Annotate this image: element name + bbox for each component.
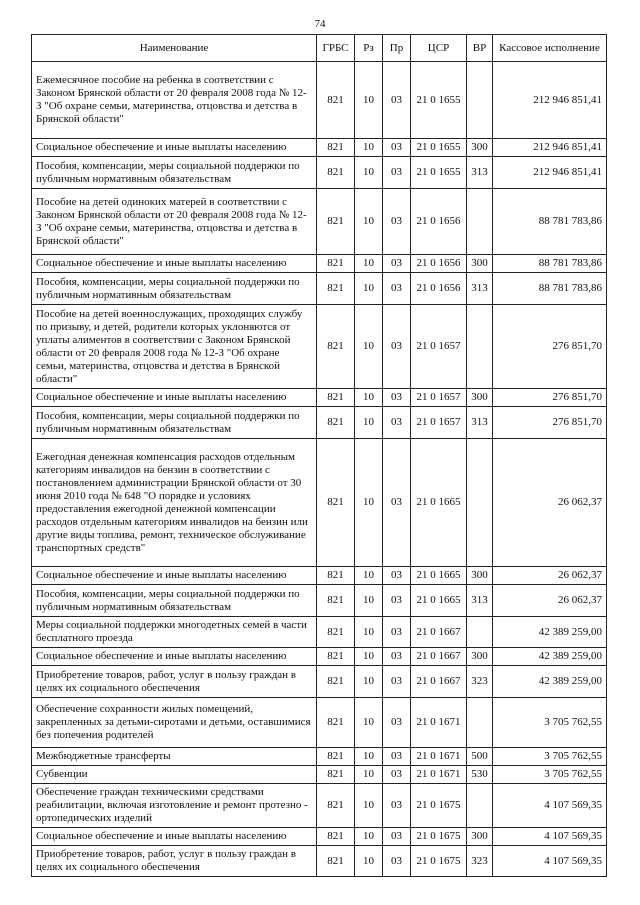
row-vr [467, 62, 493, 139]
table-row [32, 305, 607, 389]
row-pr: 03 [383, 157, 411, 189]
row-pr: 03 [383, 585, 411, 617]
row-pr: 03 [383, 567, 411, 585]
row-csr: 21 0 1656 [411, 189, 467, 255]
row-amount: 3 705 762,55 [493, 748, 607, 766]
row-csr: 21 0 1657 [411, 389, 467, 407]
row-rz: 10 [355, 648, 383, 666]
row-pr: 03 [383, 273, 411, 305]
row-rz: 10 [355, 407, 383, 439]
row-pr: 03 [383, 389, 411, 407]
row-pr: 03 [383, 748, 411, 766]
table-row [32, 784, 607, 828]
row-name: Социальное обеспечение и иные выплаты населению [32, 567, 317, 585]
row-grbs: 821 [317, 784, 355, 828]
row-amount: 26 062,37 [493, 439, 607, 567]
row-grbs: 821 [317, 273, 355, 305]
row-rz: 10 [355, 189, 383, 255]
row-grbs: 821 [317, 748, 355, 766]
row-grbs: 821 [317, 567, 355, 585]
row-rz: 10 [355, 305, 383, 389]
table-row [32, 567, 607, 585]
row-name: Ежемесячное пособие на ребенка в соответствии с Законом Брянской области от 20 февраля 2008 года № 12-З "Об охране семьи, материнства, отцовства и детства в Брянской области" [32, 62, 317, 139]
row-amount: 26 062,37 [493, 585, 607, 617]
table-body [32, 62, 607, 877]
header-amount: Кассовое исполнение [493, 35, 607, 62]
row-vr: 300 [467, 567, 493, 585]
row-csr: 21 0 1667 [411, 617, 467, 648]
row-grbs: 821 [317, 666, 355, 698]
row-rz: 10 [355, 698, 383, 748]
row-rz: 10 [355, 139, 383, 157]
row-grbs: 821 [317, 157, 355, 189]
row-grbs: 821 [317, 698, 355, 748]
row-vr: 300 [467, 139, 493, 157]
row-amount: 88 781 783,86 [493, 189, 607, 255]
row-vr [467, 784, 493, 828]
row-csr: 21 0 1675 [411, 784, 467, 828]
row-vr [467, 439, 493, 567]
row-vr: 300 [467, 648, 493, 666]
row-amount: 26 062,37 [493, 567, 607, 585]
row-csr: 21 0 1657 [411, 305, 467, 389]
row-grbs: 821 [317, 62, 355, 139]
table-row [32, 766, 607, 784]
row-vr [467, 617, 493, 648]
row-pr: 03 [383, 766, 411, 784]
row-pr: 03 [383, 305, 411, 389]
row-pr: 03 [383, 846, 411, 877]
row-pr: 03 [383, 255, 411, 273]
row-pr: 03 [383, 828, 411, 846]
row-rz: 10 [355, 273, 383, 305]
row-pr: 03 [383, 189, 411, 255]
row-vr [467, 698, 493, 748]
row-grbs: 821 [317, 846, 355, 877]
row-pr: 03 [383, 698, 411, 748]
row-vr: 323 [467, 846, 493, 877]
table-row [32, 389, 607, 407]
row-csr: 21 0 1667 [411, 648, 467, 666]
row-rz: 10 [355, 255, 383, 273]
table-header-row [32, 35, 607, 62]
row-csr: 21 0 1665 [411, 585, 467, 617]
row-rz: 10 [355, 157, 383, 189]
row-vr [467, 305, 493, 389]
row-amount: 4 107 569,35 [493, 846, 607, 877]
table-row [32, 666, 607, 698]
row-pr: 03 [383, 62, 411, 139]
row-amount: 3 705 762,55 [493, 766, 607, 784]
row-name: Приобретение товаров, работ, услуг в пользу граждан в целях их социального обеспечения [32, 666, 317, 698]
row-amount: 42 389 259,00 [493, 648, 607, 666]
row-name: Социальное обеспечение и иные выплаты населению [32, 139, 317, 157]
table-row [32, 439, 607, 567]
row-csr: 21 0 1671 [411, 766, 467, 784]
row-csr: 21 0 1675 [411, 828, 467, 846]
row-grbs: 821 [317, 617, 355, 648]
row-name: Социальное обеспечение и иные выплаты населению [32, 389, 317, 407]
row-pr: 03 [383, 139, 411, 157]
row-rz: 10 [355, 567, 383, 585]
row-grbs: 821 [317, 648, 355, 666]
row-name: Пособия, компенсации, меры социальной поддержки по публичным нормативным обязательствам [32, 157, 317, 189]
table-row [32, 846, 607, 877]
row-csr: 21 0 1655 [411, 62, 467, 139]
row-amount: 276 851,70 [493, 305, 607, 389]
row-amount: 276 851,70 [493, 389, 607, 407]
row-amount: 88 781 783,86 [493, 255, 607, 273]
row-csr: 21 0 1671 [411, 748, 467, 766]
row-vr: 530 [467, 766, 493, 784]
row-rz: 10 [355, 748, 383, 766]
row-rz: 10 [355, 784, 383, 828]
row-amount: 42 389 259,00 [493, 617, 607, 648]
row-rz: 10 [355, 585, 383, 617]
row-vr: 300 [467, 828, 493, 846]
row-csr: 21 0 1655 [411, 139, 467, 157]
row-csr: 21 0 1656 [411, 255, 467, 273]
row-rz: 10 [355, 846, 383, 877]
row-name: Пособия, компенсации, меры социальной поддержки по публичным нормативным обязательствам [32, 585, 317, 617]
row-grbs: 821 [317, 585, 355, 617]
budget-execution-table [31, 34, 607, 877]
table-row [32, 189, 607, 255]
table-row [32, 157, 607, 189]
header-grbs: ГРБС [317, 35, 355, 62]
table-row [32, 585, 607, 617]
table-row [32, 828, 607, 846]
row-pr: 03 [383, 617, 411, 648]
row-name: Социальное обеспечение и иные выплаты населению [32, 648, 317, 666]
row-grbs: 821 [317, 439, 355, 567]
row-grbs: 821 [317, 139, 355, 157]
header-pr: Пр [383, 35, 411, 62]
row-grbs: 821 [317, 766, 355, 784]
row-grbs: 821 [317, 189, 355, 255]
table-row [32, 62, 607, 139]
row-vr: 313 [467, 273, 493, 305]
row-name: Социальное обеспечение и иные выплаты населению [32, 828, 317, 846]
row-rz: 10 [355, 617, 383, 648]
row-csr: 21 0 1655 [411, 157, 467, 189]
row-rz: 10 [355, 389, 383, 407]
row-rz: 10 [355, 766, 383, 784]
row-amount: 3 705 762,55 [493, 698, 607, 748]
header-rz: Рз [355, 35, 383, 62]
header-vr: ВР [467, 35, 493, 62]
table-row [32, 698, 607, 748]
row-pr: 03 [383, 784, 411, 828]
row-vr [467, 189, 493, 255]
row-csr: 21 0 1667 [411, 666, 467, 698]
row-name: Пособие на детей военнослужащих, проходящих службу по призыву, и детей, родители которых уклоняются от уплаты алиментов в соответствии с Законом Брянской области от 20 февраля 2008 года № 12-З "Об охране семьи, материнства, отцовства и детства в Брянской области" [32, 305, 317, 389]
row-amount: 212 946 851,41 [493, 157, 607, 189]
row-amount: 4 107 569,35 [493, 828, 607, 846]
row-vr: 323 [467, 666, 493, 698]
header-name: Наименование [32, 35, 317, 62]
row-amount: 42 389 259,00 [493, 666, 607, 698]
row-vr: 500 [467, 748, 493, 766]
row-csr: 21 0 1675 [411, 846, 467, 877]
row-pr: 03 [383, 439, 411, 567]
row-csr: 21 0 1665 [411, 439, 467, 567]
header-csr: ЦСР [411, 35, 467, 62]
row-pr: 03 [383, 407, 411, 439]
row-rz: 10 [355, 439, 383, 567]
table-row [32, 648, 607, 666]
row-grbs: 821 [317, 407, 355, 439]
row-grbs: 821 [317, 828, 355, 846]
table-row [32, 407, 607, 439]
row-amount: 212 946 851,41 [493, 139, 607, 157]
row-csr: 21 0 1665 [411, 567, 467, 585]
row-amount: 88 781 783,86 [493, 273, 607, 305]
row-amount: 212 946 851,41 [493, 62, 607, 139]
row-amount: 276 851,70 [493, 407, 607, 439]
table-row [32, 273, 607, 305]
row-rz: 10 [355, 828, 383, 846]
row-grbs: 821 [317, 305, 355, 389]
row-name: Обеспечение граждан техническими средствами реабилитации, включая изготовление и ремонт протезно - ортопедических изделий [32, 784, 317, 828]
row-name: Пособие на детей одиноких матерей в соответствии с Законом Брянской области от 20 февраля 2008 года № 12-З "Об охране семьи, материнства, отцовства и детства в Брянской области" [32, 189, 317, 255]
row-name: Пособия, компенсации, меры социальной поддержки по публичным нормативным обязательствам [32, 407, 317, 439]
row-rz: 10 [355, 62, 383, 139]
row-rz: 10 [355, 666, 383, 698]
page-number: 74 [314, 18, 326, 30]
row-csr: 21 0 1657 [411, 407, 467, 439]
row-vr: 300 [467, 255, 493, 273]
row-name: Межбюджетные трансферты [32, 748, 317, 766]
row-name: Приобретение товаров, работ, услуг в пользу граждан в целях их социального обеспечения [32, 846, 317, 877]
table-row [32, 617, 607, 648]
row-name: Субвенции [32, 766, 317, 784]
row-csr: 21 0 1671 [411, 698, 467, 748]
row-csr: 21 0 1656 [411, 273, 467, 305]
row-vr: 313 [467, 407, 493, 439]
row-vr: 313 [467, 585, 493, 617]
row-grbs: 821 [317, 389, 355, 407]
row-amount: 4 107 569,35 [493, 784, 607, 828]
row-name: Ежегодная денежная компенсация расходов отдельным категориям инвалидов на бензин в соответствии с постановлением администрации Брянской области от 30 июня 2010 года № 648 "О порядке и условиях предоставления ежегодной денежной компенсации расходов отдельным категориям инвалидов на бензин или другие виды топлива, ремонт, техническое обслуживание транспортных средств" [32, 439, 317, 567]
row-pr: 03 [383, 648, 411, 666]
row-name: Меры социальной поддержки многодетных семей в части бесплатного проезда [32, 617, 317, 648]
row-vr: 313 [467, 157, 493, 189]
row-grbs: 821 [317, 255, 355, 273]
row-name: Пособия, компенсации, меры социальной поддержки по публичным нормативным обязательствам [32, 273, 317, 305]
row-name: Социальное обеспечение и иные выплаты населению [32, 255, 317, 273]
row-name: Обеспечение сохранности жилых помещений, закрепленных за детьми-сиротами и детьми, оставшимися без попечения родителей [32, 698, 317, 748]
row-pr: 03 [383, 666, 411, 698]
table-row [32, 139, 607, 157]
table-row [32, 255, 607, 273]
table-row [32, 748, 607, 766]
row-vr: 300 [467, 389, 493, 407]
